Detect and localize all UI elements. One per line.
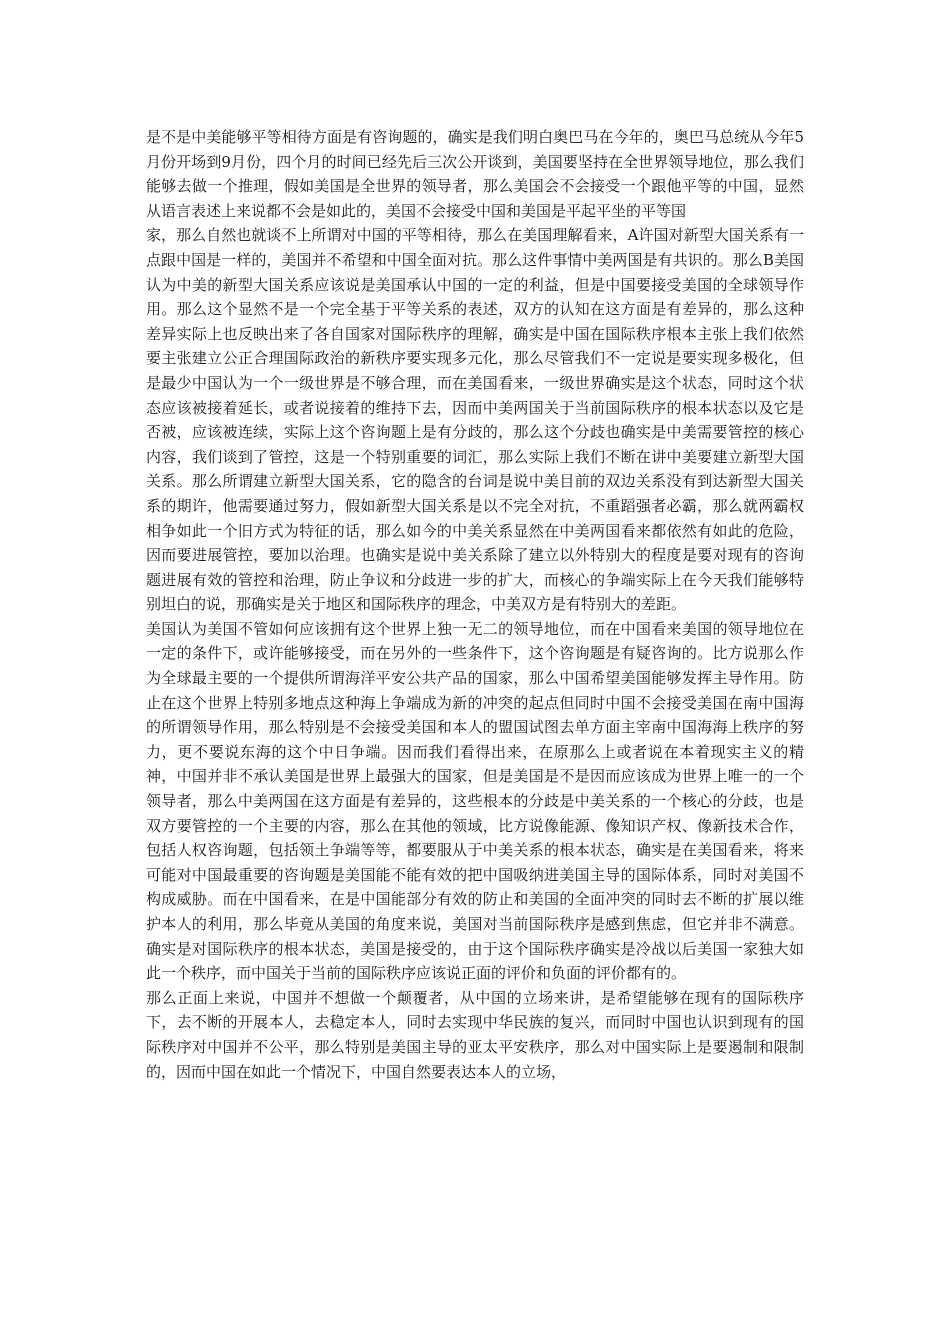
document-page [146, 125, 804, 1084]
paragraph-1: 是不是中美能够平等相待方面是有咨询题的，确实是我们明白奥巴马在今年的，奥巴马总统从今年5月份开场到9月份，四个月的时间已经先后三次公开谈到，美国要坚持在全世界领导地位，那么我们能够去做一个推理，假如美国是全世界的领导者，那么美国会不会接受一个跟他平等的中国，显然从语言表述上来说都不会是如此的，美国不会接受中国和美国是平起平坐的平等国 [146, 128, 804, 220]
paragraph-4: 那么正面上来说，中国并不想做一个颠覆者，从中国的立场来讲，是希望能够在现有的国际秩序下，去不断的开展本人，去稳定本人，同时去实现中华民族的复兴，而同时中国也认识到现有的国际秩序对中国并不公平，那么特别是美国主导的亚太平安秩序，那么对中国实际上是要遏制和限制的，因而中国在如此一个情况下，中国自然要表达本人的立场， [146, 988, 804, 1081]
paragraph-2: 家，那么自然也就谈不上所谓对中国的平等相待，那么在美国理解看来，A许国对新型大国关系有一点跟中国是一样的，美国并不希望和中国全面对抗。那么这件事情中美两国是有共识的。那么B美国认为中美的新型大国关系应该说是美国承认中国的一定的利益，但是中国要接受美国的全球领导作用。那么这个显然不是一个完全基于平等关系的表述，双方的认知在这方面是有差异的，那么这种差异实际上也反映出来了各自国家对国际秩序的理解，确实是中国在国际秩序根本主张上我们依然要主张建立公正合理国际政治的新秩序要实现多元化，那么尽管我们不一定说是要实现多极化，但是最少中国认为一个一级世界是不够合理，而在美国看来，一级世界确实是这个状态，同时这个状态应该被接着延长，或者说接着的维持下去，因而中美两国关于当前国际秩序的根本状态以及它是否被，应该被连续，实际上这个咨询题上是有分歧的，那么这个分歧也确实是中美需要管控的核心内容，我们谈到了管控，这是一个特别重要的词汇，那么实际上我们不断在讲中美要建立新型大国关系。那么所谓建立新型大国关系，它的隐含的台词是说中美目前的双边关系没有到达新型大国关系的期许，他需要通过努力，假如新型大国关系是以不完全对抗，不重蹈强者必霸，那么就两霸权相争如此一个旧方式为特征的话，那么如今的中美关系显然在中美两国看来都依然有如此的危险，因而要进展管控，要加以治理。也确实是说中美关系除了建立以外特别大的程度是要对现有的咨询题进展有效的管控和治理，防止争议和分歧进一步的扩大，而核心的争端实际上在今天我们能够特别坦白的说，那确实是关于地区和国际秩序的理念，中美双方是有特别大的差距。 [146, 226, 804, 614]
paragraph-3: 美国认为美国不管如何应该拥有这个世界上独一无二的领导地位，而在中国看来美国的领导地位在一定的条件下，或许能够接受，而在另外的一些条件下，这个咨询题是有疑咨询的。比方说那么作为全球最主要的一个提供所谓海洋平安公共产品的国家，那么中国希望美国能够发挥主导作用。防止在这个世界上特别多地点这种海上争端成为新的冲突的起点但同时中国不会接受美国在南中国海的所谓领导作用，那么特别是不会接受美国和本人的盟国试图去单方面主宰南中国海海上秩序的努力，更不要说东海的这个中日争端。因而我们看得出来，在原那么上或者说在本着现实主义的精神，中国并非不承认美国是世界上最强大的国家，但是美国是不是因而应该成为世界上唯一的一个领导者，那么中美两国在这方面是有差异的，这些根本的分歧是中美关系的一个核心的分歧，也是双方要管控的一个主要的内容，那么在其他的领域，比方说像能源、像知识产权、像新技术合作，包括人权咨询题，包括领土争端等等，都要服从于中美关系的根本状态，确实是在美国看来，将来可能对中国最重要的咨询题是美国能不能有效的把中国吸纳进美国主导的国际体系，同时对美国不构成威胁。而在中国看来，在是中国能部分有效的防止和美国的全面冲突的同时去不断的扩展以维护本人的利用，那么毕竟从美国的角度来说，美国对当前国际秩序是感到焦虑，但它并非不满意。确实是对国际秩序的根本状态，美国是接受的，由于这个国际秩序确实是冷战以后美国一家独大如此一个秩序，而中国关于当前的国际秩序应该说正面的评价和负面的评价都有的。 [146, 619, 804, 983]
